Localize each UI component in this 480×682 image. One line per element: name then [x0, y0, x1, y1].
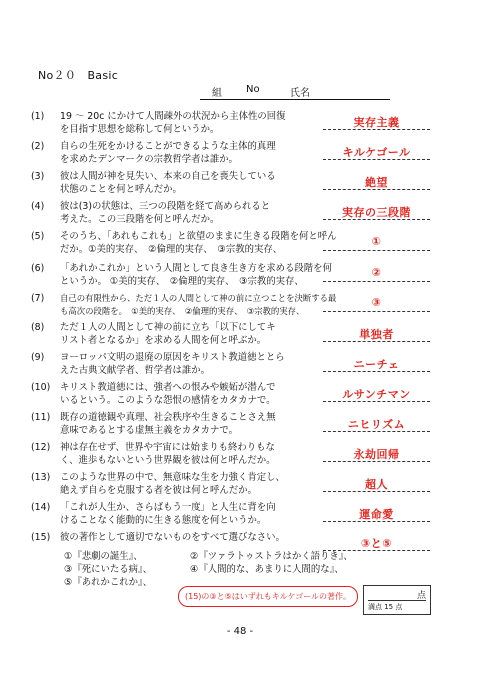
class-label: 組	[212, 88, 222, 99]
question-line: このような世界の中で、無意味な生を力強く肯定し、	[60, 472, 285, 483]
question-line: そのうち、「あれもこれも」と欲望のままに生きる段階を何と呼ん	[60, 231, 337, 242]
question-line: 意味であるとする虚無主義をカタカナで。	[60, 425, 238, 437]
question-text	[60, 411, 352, 438]
answer-line[interactable]	[323, 371, 430, 372]
answer-text: ③	[371, 296, 382, 309]
answer-text: キルケゴール	[342, 146, 411, 159]
question-line: けることなく能動的に生きる態度を何というか。	[60, 515, 267, 527]
question-number: (8)	[31, 322, 45, 333]
question-line: 神は存在せず、世界や宇宙には始まりも終わりもな	[60, 442, 275, 453]
answer-text: ニーチェ	[353, 358, 400, 371]
name-field[interactable]	[200, 83, 390, 100]
question-number: (15)	[31, 532, 51, 543]
answer-text: 超人	[365, 478, 388, 491]
question-line: 彼の著作として適切でないものをすべて選びなさい。	[60, 532, 285, 543]
option-3: ③『死にいたる病』、	[64, 564, 153, 575]
option-4: ④『人間的な、あまりに人間的な』、	[190, 564, 344, 575]
page-number: - 48 -	[226, 626, 254, 637]
question-line: 自らの生死をかけることができるような主体的真理	[60, 141, 276, 152]
name-label: 氏名	[290, 88, 310, 99]
question-line: 彼は(3)の状態は、三つの段階を経て高められると	[60, 201, 271, 212]
question-number: (7)	[31, 293, 45, 304]
question-line: 考えた。この三段階を何と呼んだか。	[60, 214, 220, 226]
score-full-label: 満点 15 点	[368, 600, 426, 612]
answer-line[interactable]	[323, 521, 430, 522]
number-label: No	[246, 84, 260, 95]
question-line: 19 ～ 20c にかけて人間疎外の状況から主体性の回復	[60, 111, 286, 122]
answer-text: 実存主義	[353, 116, 400, 129]
answer-line[interactable]	[323, 281, 430, 282]
answer-line[interactable]	[323, 219, 430, 220]
question-text	[60, 110, 352, 137]
question-number: (9)	[31, 352, 45, 363]
option-1: ①『悲劇の誕生』、	[64, 551, 143, 562]
answer-text: ③と⑤	[360, 537, 393, 550]
question-line: 「あれかこれか」という人間として良き生き方を求める段階を何	[60, 263, 332, 274]
question-text	[60, 292, 352, 319]
question-number: (1)	[31, 111, 45, 122]
question-text	[60, 140, 352, 167]
question-line: ただ１人の人間として神の前に立ち「以下にしてキ	[60, 322, 276, 333]
answer-line[interactable]	[323, 401, 430, 402]
option-2: ②『ツァラトゥストラはかく語りき』、	[190, 551, 353, 562]
answer-line[interactable]	[323, 341, 430, 342]
question-text	[60, 351, 352, 378]
question-number: (13)	[31, 472, 51, 483]
question-line: 「これが人生か、さらばもう一度」と人生に背を向	[60, 502, 276, 513]
question-number: (11)	[31, 412, 51, 423]
question-line: を目指す思想を総称して何というか。	[60, 124, 220, 136]
answer-text: 絶望	[365, 176, 388, 189]
question-line: というか。 ①美的実存、 ②倫理的実存、 ③宗教的実存、	[60, 276, 304, 288]
question-text	[60, 501, 352, 528]
answer-text: ニヒリズム	[347, 418, 406, 431]
answer-text: 単独者	[359, 328, 394, 341]
question-line: く、進歩もないという世界観を彼は何と呼んだか。	[60, 455, 276, 467]
question-line: リスト者となるか」を求める人間を何と呼ぶか。	[60, 335, 267, 347]
question-line: 自己の有限性から、ただ１人の人間として神の前に立つことを決断する最	[60, 293, 337, 303]
question-line: 絶えず自らを克服する者を彼は何と呼んだか。	[60, 485, 257, 497]
question-text	[60, 170, 352, 197]
question-text	[60, 381, 352, 408]
answer-line[interactable]	[323, 159, 430, 160]
question-line: 彼は人間が神を見失い、本来の自己を喪失している	[60, 171, 276, 182]
answer-line[interactable]	[323, 250, 430, 251]
question-line: いるという。このような怨恨の感情をカタカナで。	[60, 395, 276, 407]
score-box	[363, 585, 431, 615]
answer-text: 永劫回帰	[353, 448, 400, 461]
question-line: 状態のことを何と呼んだか。	[60, 184, 182, 196]
question-text	[60, 531, 352, 544]
page-title: No２０ Basic	[38, 69, 119, 82]
question-number: (3)	[31, 171, 45, 182]
answer-line[interactable]	[323, 461, 430, 462]
question-number: (2)	[31, 141, 45, 152]
question-number: (5)	[31, 231, 45, 242]
question-text	[60, 471, 352, 498]
option-5: ⑤『あれかこれか』、	[64, 577, 153, 588]
question-line: ヨーロッパ文明の退廃の原因をキリスト教道徳ととら	[60, 352, 285, 363]
question-line: も高次の段階を。 ①美的実存、 ②倫理的実存、 ③宗教的実存、	[60, 306, 305, 317]
answer-line[interactable]	[323, 431, 430, 432]
score-point-label: 点	[416, 591, 426, 601]
answer-text: ルサンチマン	[342, 388, 411, 401]
answer-note: (15)の③と⑤はいずれもキルケゴールの著作。	[178, 586, 358, 607]
question-number: (12)	[31, 442, 51, 453]
answer-line[interactable]	[323, 189, 430, 190]
answer-text: 運命愛	[359, 508, 394, 521]
answer-line[interactable]	[323, 129, 430, 130]
answer-line[interactable]	[323, 311, 430, 312]
question-text	[60, 262, 352, 289]
question-line: だか。①美的実存、 ②倫理的実存、 ③宗教的実存、	[60, 244, 283, 256]
question-number: (14)	[31, 502, 51, 513]
question-number: (10)	[31, 382, 51, 393]
question-number: (4)	[31, 201, 45, 212]
answer-line[interactable]	[323, 491, 430, 492]
question-line: を求めたデンマークの宗教哲学者は誰か。	[60, 154, 238, 166]
answer-text: ①	[371, 235, 382, 248]
question-line: 既存の道徳観や真理、社会秩序や生きることさえ無	[60, 412, 276, 423]
question-number: (6)	[31, 263, 45, 274]
question-text	[60, 321, 352, 348]
question-text	[60, 441, 352, 468]
question-line: キリスト教道徳には、強者への恨みや嫉妬が潜んで	[60, 382, 276, 393]
question-text	[60, 200, 352, 227]
question-text	[60, 230, 352, 257]
answer-text: ②	[371, 266, 382, 279]
answer-text: 実存の三段階	[342, 206, 411, 219]
question-line: えた古典文献学者、哲学者は誰か。	[60, 365, 211, 377]
